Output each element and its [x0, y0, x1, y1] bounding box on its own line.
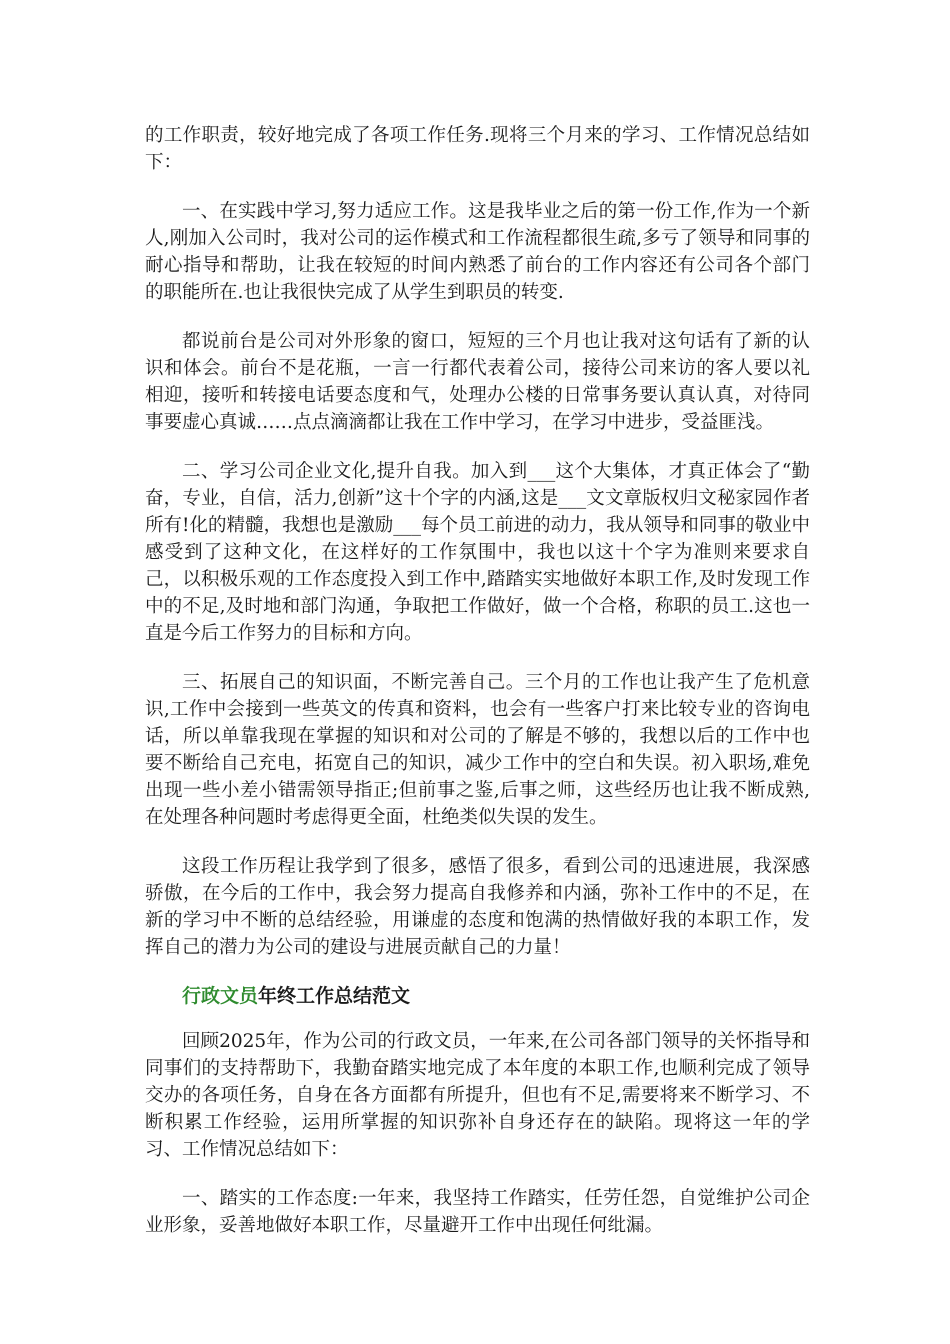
- document-body: [145, 122, 810, 1261]
- paragraph-section-one: 一、在实践中学习,努力适应工作。这是我毕业之后的第一份工作,作为一个新人,刚加入公司时，我对公司的运作模式和工作流程都很生疏,多亏了领导和同事的耐心指导和帮助，让我在较短的时间内熟悉了前台的工作内容还有公司各个部门的职能所在.也让我很快完成了从学生到职员的转变.: [145, 201, 810, 303]
- heading-accent-link[interactable]: 行政文员: [182, 985, 259, 1007]
- paragraph-intro: 的工作职责，较好地完成了各项工作任务.现将三个月来的学习、工作情况总结如下：: [145, 125, 810, 173]
- paragraph-section-three: 三、拓展自己的知识面，不断完善自己。三个月的工作也让我产生了危机意识,工作中会接到一些英文的传真和资料，也会有一些客户打来比较专业的咨询电话，所以单靠我现在掌握的知识和对公司的了解是不够的，我想以后的工作中也要不断给自己充电，拓宽自己的知识，减少工作中的空白和失误。初入职场,难免出现一些小差小错需领导指正;但前事之鉴,后事之师，这些经历也让我不断成熟,在处理各种问题时考虑得更全面，杜绝类似失误的发生。: [145, 672, 810, 828]
- heading-rest: 年终工作总结范文: [258, 985, 411, 1007]
- section-heading: [145, 983, 810, 1010]
- paragraph-work-attitude: 一、踏实的工作态度:一年来，我坚持工作踏实，任劳任怨，自觉维护公司企业形象，妥善地做好本职工作，尽量避开工作中出现任何纰漏。: [145, 1188, 810, 1236]
- paragraph-review: 回顾2025年，作为公司的行政文员，一年来,在公司各部门领导的关怀指导和同事们的支持帮助下，我勤奋踏实地完成了本年度的本职工作,也顺利完成了领导交办的各项任务，自身在各方面都有所提升，但也有不足,需要将来不断学习、不断积累工作经验，运用所掌握的知识弥补自身还存在的缺陷。现将这一年的学习、工作情况总结如下：: [145, 1031, 810, 1160]
- paragraph-conclusion: 这段工作历程让我学到了很多，感悟了很多，看到公司的迅速进展，我深感骄傲，在今后的工作中，我会努力提高自我修养和内涵，弥补工作中的不足，在新的学习中不断的总结经验，用谦虚的态度和饱满的热情做好我的本职工作，发挥自己的潜力为公司的建设与进展贡献自己的力量！: [145, 856, 810, 958]
- paragraph-section-two: 二、学习公司企业文化,提升自我。加入到___这个大集体，才真正体会了“勤奋，专业，自信，活力,创新”这十个字的内涵,这是___文文章版权归文秘家园作者所有!化的精髓，我想也是激励___每个员工前进的动力，我从领导和同事的敬业中感受到了这种文化，在这样好的工作氛围中，我也以这十个字为准则来要求自己，以积极乐观的工作态度投入到工作中,踏踏实实地做好本职工作,及时发现工作中的不足,及时地和部门沟通，争取把工作做好，做一个合格，称职的员工.这也一直是今后工作努力的目标和方向。: [145, 461, 810, 644]
- paragraph-front-desk: 都说前台是公司对外形象的窗口，短短的三个月也让我对这句话有了新的认识和体会。前台不是花瓶，一言一行都代表着公司，接待公司来访的客人要以礼相迎，接听和转接电话要态度和气，处理办公楼的日常事务要认真认真，对待同事要虚心真诚……点点滴滴都让我在工作中学习，在学习中进步，受益匪浅。: [145, 331, 810, 433]
